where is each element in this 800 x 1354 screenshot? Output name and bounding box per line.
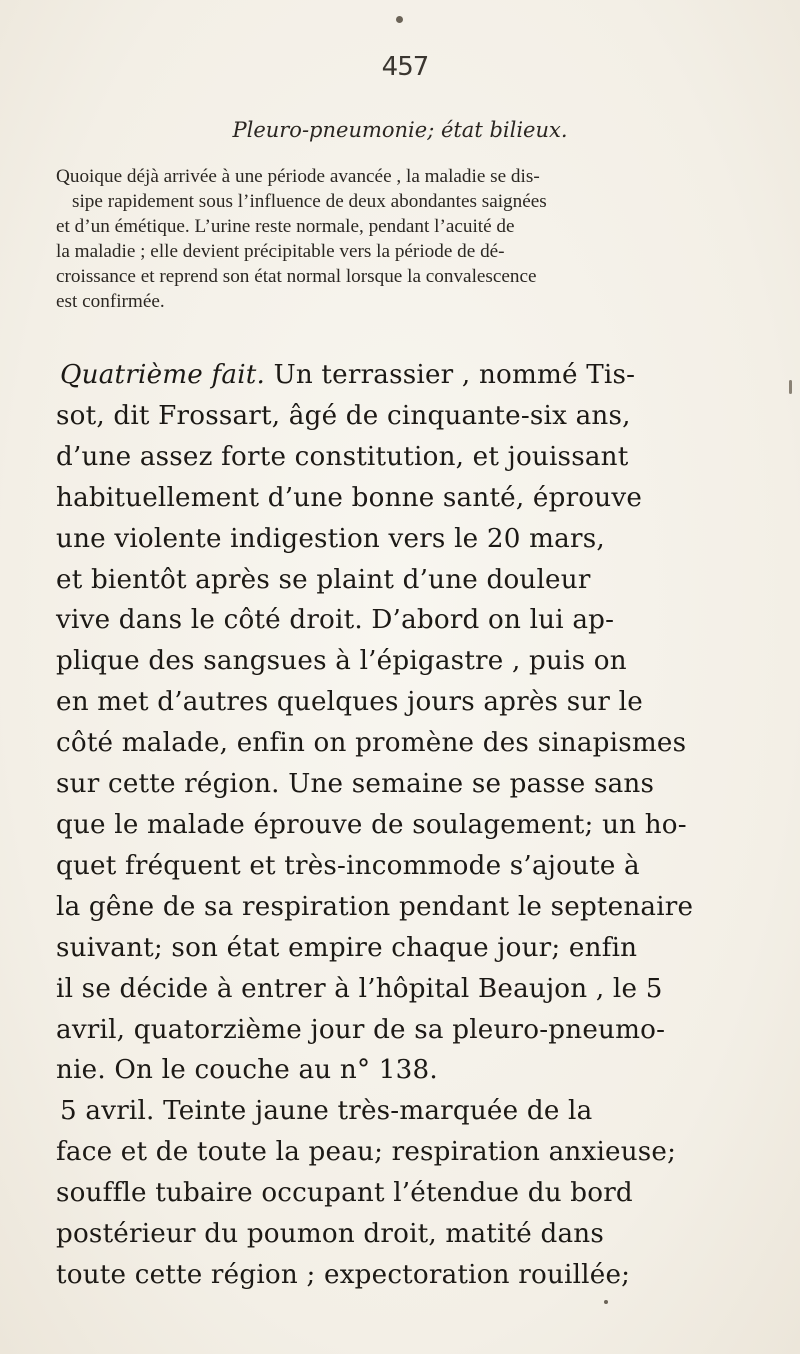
body-line: une violente indigestion vers le 20 mars, xyxy=(56,523,605,554)
intro-line: la maladie ; elle devient précipitable vers la période de dé- xyxy=(56,241,505,262)
intro-paragraph xyxy=(56,164,716,314)
body-line: vive dans le côté droit. D’abord on lui ap- xyxy=(56,605,615,636)
body-line: avril, quatorzième jour de sa pleuro-pneumo- xyxy=(56,1014,666,1045)
ink-speck xyxy=(604,1300,608,1304)
case-first-line xyxy=(56,355,726,396)
body-line: la gêne de sa respiration pendant le septenaire xyxy=(56,891,694,922)
body-line: en met d’autres quelques jours après sur le xyxy=(56,687,643,718)
body-line: et bientôt après se plaint d’une douleur xyxy=(56,564,591,595)
body-line: toute cette région ; expectoration rouillée; xyxy=(56,1259,631,1290)
body-line: quet fréquent et très-incommode s’ajoute à xyxy=(56,850,640,881)
intro-line: et d’un émétique. L’urine reste normale, pendant l’acuité de xyxy=(56,216,515,237)
ink-speck xyxy=(396,16,403,23)
body-line: sur cette région. Une semaine se passe sans xyxy=(56,769,655,800)
body-line: il se décide à entrer à l’hôpital Beaujon , le 5 xyxy=(56,973,663,1004)
intro-line: sipe rapidement sous l’influence de deux abondantes saignées xyxy=(72,191,547,212)
page-number: 457 xyxy=(381,52,429,82)
body-line: suivant; son état empire chaque jour; enfin xyxy=(56,932,638,963)
body-line: sot, dit Frossart, âgé de cinquante-six ans, xyxy=(56,400,631,431)
body-line: que le malade éprouve de soulagement; un ho- xyxy=(56,809,687,840)
body-line: côté malade, enfin on promène des sinapismes xyxy=(56,728,687,759)
case-paragraph xyxy=(56,355,726,1296)
body-line: 5 avril. Teinte jaune très-marquée de la xyxy=(60,1096,593,1127)
ink-speck xyxy=(789,380,792,394)
case-heading: Quatrième fait. xyxy=(60,360,266,390)
body-line: plique des sangsues à l’épigastre , puis on xyxy=(56,646,627,677)
body-line: d’une assez forte constitution, et jouissant xyxy=(56,441,629,472)
body-line: nie. On le couche au n° 138. xyxy=(56,1055,438,1086)
case-first-line-text: Un terrassier , nommé Tis- xyxy=(265,360,636,390)
body-line: souffle tubaire occupant l’étendue du bord xyxy=(56,1178,633,1209)
body-line: face et de toute la peau; respiration anxieuse; xyxy=(56,1137,677,1168)
running-head: Pleuro-pneumonie; état bilieux. xyxy=(232,118,568,142)
body-line: postérieur du poumon droit, matité dans xyxy=(56,1219,604,1250)
intro-line: croissance et reprend son état normal lorsque la convalescence xyxy=(56,266,537,287)
body-line: habituellement d’une bonne santé, éprouve xyxy=(56,482,643,513)
intro-line: Quoique déjà arrivée à une période avancée , la maladie se dis- xyxy=(56,166,540,187)
intro-line: est confirmée. xyxy=(56,291,165,312)
